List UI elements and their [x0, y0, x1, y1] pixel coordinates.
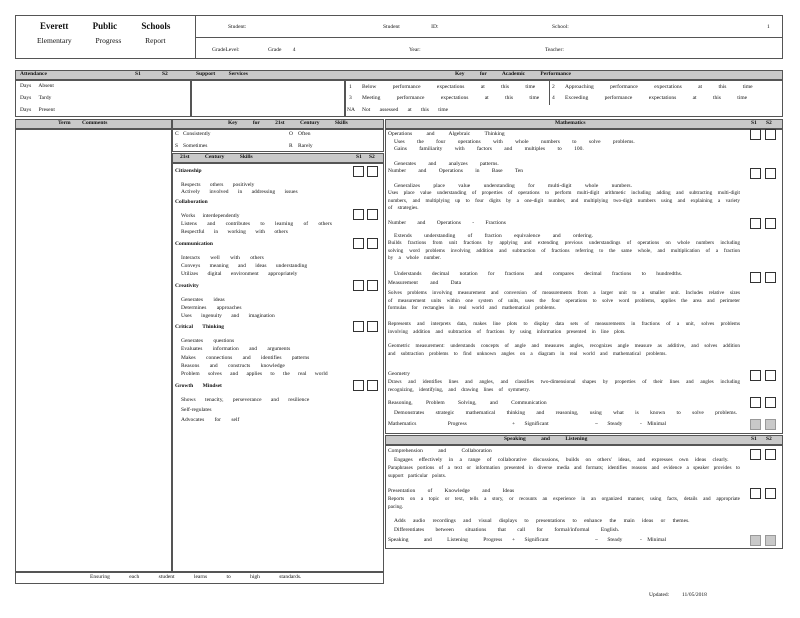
math-geometry-s2-box: [765, 370, 776, 381]
skills-citizenship-s2-box: [367, 166, 378, 177]
skills-item: Generates ideas: [181, 297, 225, 303]
speaking-progress-s1-box: [750, 535, 761, 546]
speaking-s1-header: S1: [751, 436, 757, 442]
days-tardy-label: Days Tardy: [20, 95, 52, 101]
skills-item: Actively involved in addressing issues: [181, 189, 298, 195]
math-item: Uses the four operations with whole numbers to solve problems.: [394, 139, 635, 145]
skills-communication-s1-box: [353, 238, 364, 249]
math-item: Represents and interprets data, makes line plots to display data sets of measurements in fractions of a unit, solves problems involving addition and subtraction of fractions by using information presented in line plots.: [388, 321, 740, 335]
math-progress-label: Mathematics Progress: [388, 421, 467, 427]
report-title-line1: Everett Public Schools: [40, 21, 171, 31]
math-oa-s2-box: [765, 129, 776, 140]
skills-communication-s2-box: [367, 238, 378, 249]
speaking-progress-minus: - Minimal: [640, 537, 667, 543]
footer-motto: Ensuring each student learns to high standards.: [90, 574, 302, 580]
speaking-s2-header: S2: [766, 436, 772, 442]
speaking-section-title: Comprehension and Collaboration: [388, 448, 492, 454]
term-comments-header: Term Comments: [58, 120, 108, 126]
math-progress-s2-box: [765, 419, 776, 430]
key-code-1: 1: [349, 84, 352, 90]
math-section-title: Geometry: [388, 371, 410, 377]
skills-creativity-s1-box: [353, 280, 364, 291]
skills-key-text-c: Consistently: [183, 131, 211, 137]
skills-group-citizenship: Citizenship: [175, 168, 202, 174]
speaking-progress-label: Speaking and Listening Progress: [388, 537, 503, 543]
math-nbt-s1-box: [750, 168, 761, 179]
grade-level-label: GradeLevel:: [212, 47, 240, 53]
math-reasoning-s2-box: [765, 397, 776, 408]
skills-creativity-s2-box: [367, 280, 378, 291]
skills-item: Respects others positively: [181, 182, 255, 188]
teacher-label: Teacher:: [545, 47, 564, 53]
speaking-cc-s2-box: [765, 449, 776, 460]
skills-item: Problem solves and applies to the real world: [181, 371, 328, 377]
math-progress-s1-box: [750, 419, 761, 430]
skills-group-communication: Communication: [175, 241, 213, 247]
skills-item: Shows tenacity, perseverance and resilience: [181, 397, 310, 403]
key-divider: [549, 80, 550, 105]
header-row-divider: [195, 37, 783, 38]
math-section-title: Reasoning, Problem Solving, and Communication: [388, 400, 547, 406]
skills-collaboration-s1-box: [353, 209, 364, 220]
updated-value: 11/05/2018: [682, 592, 707, 598]
math-oa-s1-box: [750, 129, 761, 140]
skills-key-code-s: S: [175, 143, 179, 149]
skills-item: Uses ingenuity and imagination: [181, 313, 275, 319]
skills-key-text-s: Sometimes: [183, 143, 208, 149]
key-text-4: Exceeding performance expectations at this time: [565, 95, 748, 101]
skills-item: Generates questions: [181, 338, 235, 344]
skills-item: Advocates for self: [181, 417, 240, 423]
math-item: Uses place value understanding of properties of operations to perform multi-digit arithmetic including adding and subtracting multi-digit numbers, and multiplying up to four digits by a one-digit number, and multiplying two-digit numbers using and explaining a variety of strategies.: [388, 190, 740, 211]
math-geometry-s1-box: [750, 370, 761, 381]
math-item: Understands decimal notation for fractions and compares decimal fractions to hundredths.: [394, 271, 683, 277]
key-code-4: 4: [552, 95, 555, 101]
student-id-label: Student ID:: [383, 24, 439, 30]
year-label: Year:: [409, 47, 421, 53]
skills-growth-mindset-s2-box: [367, 380, 378, 391]
skills-critical-thinking-s1-box: [353, 321, 364, 332]
math-item: Draws and identifies lines and angles, and classifies two-dimensional shapes by properties of their lines and angles including recognizing, identifying, and drawing lines of symmetry.: [388, 379, 740, 393]
skills-item: Respectful in working with others: [181, 229, 288, 235]
math-item: Extends understanding of fraction equivalence and ordering.: [394, 233, 594, 239]
speaking-header: Speaking and Listening: [504, 436, 588, 442]
attendance-s1-header: S1: [135, 71, 141, 77]
attendance-s2-header: S2: [162, 71, 168, 77]
skills-key-header: Key for 21st Century Skills: [228, 120, 348, 126]
math-section-title: Number and Operations in Base Ten: [388, 168, 524, 174]
speaking-cc-s1-box: [750, 449, 761, 460]
report-title-line2: Elementary Progress Report: [37, 36, 166, 45]
skills-s2-header: S2: [369, 154, 375, 160]
key-text-na: Not assessed at this time: [362, 107, 449, 113]
student-label: Student:: [228, 24, 247, 30]
skills-item: Listens and contributes to learning of others: [181, 221, 332, 227]
attendance-bar: [15, 70, 783, 80]
key-code-3: 3: [349, 95, 352, 101]
skills-key-text-r: Rarely: [298, 143, 313, 149]
speaking-item: Reports on a topic or text, tells a story, or recounts an experience in an organized manner, using facts, details and appropriate pacing.: [388, 496, 740, 510]
support-services-box: [191, 80, 345, 117]
skills-item: Interacts well with others: [181, 255, 264, 261]
skills-key-code-c: C: [175, 131, 179, 137]
speaking-progress-s2-box: [765, 535, 776, 546]
skills-collaboration-s2-box: [367, 209, 378, 220]
days-present-label: Days Present: [20, 107, 55, 113]
skills-group-critical-thinking: Critical Thinking: [175, 324, 225, 330]
math-md-s1-box: [750, 272, 761, 283]
skills-group-collaboration: Collaboration: [175, 199, 208, 205]
key-code-na: NA: [347, 107, 355, 113]
math-md-s2-box: [765, 272, 776, 283]
skills-key-code-o: O: [289, 131, 293, 137]
skills-item: Works interdependently: [181, 213, 240, 219]
skills-item: Determines approaches: [181, 305, 242, 311]
skills-item: Reasons and constructs knowledge: [181, 363, 285, 369]
skills-item: Evaluates information and arguments: [181, 346, 291, 352]
math-item: Solves problems involving measurement and conversion of measurements from a larger unit to a smaller unit. Includes relative sizes of measurement units within one system of units, uses the four operations to solve word problems, applies the area and perimeter formulas for rectangles in real world and mathematical problems.: [388, 290, 740, 311]
key-code-2: 2: [552, 84, 555, 90]
math-reasoning-s1-box: [750, 397, 761, 408]
skills-s1-header: S1: [356, 154, 362, 160]
math-item: Demonstrates strategic mathematical thinking and reasoning, using what is known to solve problems.: [394, 410, 738, 416]
skills-key-code-r: R: [289, 143, 293, 149]
math-nf-s2-box: [765, 218, 776, 229]
term-comments-box: [15, 129, 172, 572]
speaking-item: Engages effectively in a range of collaborative discussions, builds on others' ideas, and expresses own ideas clearly.: [394, 457, 729, 463]
math-section-title: Operations and Algebraic Thinking: [388, 131, 505, 137]
skills-citizenship-s1-box: [353, 166, 364, 177]
speaking-item: Differentiates between situations that call for formal/informal English.: [394, 527, 620, 533]
key-text-3: Meeting performance expectations at this time: [362, 95, 540, 101]
speaking-pk-s2-box: [765, 488, 776, 499]
math-item: Generates and analyzes patterns.: [394, 161, 499, 167]
math-progress-minus: - Minimal: [640, 421, 667, 427]
updated-label: Updated:: [649, 592, 670, 598]
skills-header: 21st Century Skills: [180, 154, 253, 160]
skills-growth-mindset-s1-box: [353, 380, 364, 391]
math-item: Generalizes place value understanding for multi-digit whole numbers.: [394, 183, 632, 189]
days-absent-label: Days Absent: [20, 83, 54, 89]
math-section-title: Number and Operations - Fractions: [388, 220, 506, 226]
math-section-title: Measurement and Data: [388, 280, 462, 286]
speaking-pk-s1-box: [750, 488, 761, 499]
skills-item: Utilizes digital environment appropriately: [181, 271, 298, 277]
school-label: School:: [552, 24, 569, 30]
attendance-header: Attendance: [20, 71, 47, 77]
skills-key-text-o: Often: [298, 131, 311, 137]
skills-group-growth-mindset: Growth Mindset: [175, 383, 222, 389]
skills-item: Makes connections and identifies patterns: [181, 355, 310, 361]
speaking-item: Adds audio recordings and visual displays to presentations to enhance the main ideas or themes.: [394, 518, 690, 524]
key-text-1: Below performance expectations at this time: [362, 84, 536, 90]
math-item: Gains familiarity with factors and multiples to 100.: [394, 146, 584, 152]
math-progress-plus: + Significant: [512, 421, 549, 427]
speaking-progress-plus: + Significant: [512, 537, 549, 543]
page-number: 1: [767, 24, 770, 30]
skills-group-creativity: Creativity: [175, 283, 199, 289]
skills-item: Self-regulates: [181, 407, 212, 413]
math-s2-header: S2: [766, 120, 772, 126]
math-nf-s1-box: [750, 218, 761, 229]
math-nbt-s2-box: [765, 168, 776, 179]
math-item: Geometric measurement: understands concepts of angle and measures angles, recognizes angle measure as additive, and solves addition and subtraction problems to find unknown angles on a diagram in real world and mathematical problems.: [388, 343, 740, 357]
math-item: Builds fractions from unit fractions by applying and extending previous understandings of operations on whole numbers including solving word problems involving addition and subtraction of fractions referring to the same whole, and multiplication of a fraction by a whole number.: [388, 240, 740, 261]
math-s1-header: S1: [751, 120, 757, 126]
math-progress-tilde: ~ Steady: [595, 421, 623, 427]
skills-item: Conveys meaning and ideas understanding: [181, 263, 308, 269]
key-text-2: Approaching performance expectations at this time: [565, 84, 753, 90]
speaking-section-title: Presentation of Knowledge and Ideas: [388, 488, 515, 494]
skills-critical-thinking-s2-box: [367, 321, 378, 332]
support-services-header: Support Services: [196, 71, 248, 77]
math-header: Mathematics: [555, 120, 586, 126]
speaking-progress-tilde: ~ Steady: [595, 537, 623, 543]
grade-value: Grade 4: [268, 47, 296, 53]
speaking-item: Paraphrases portions of a text or information presented in diverse media and formats; identifies reasons and evidence a speaker provides to support particular points.: [388, 465, 740, 479]
academic-key-header: Key for Academic Performance: [455, 71, 571, 77]
